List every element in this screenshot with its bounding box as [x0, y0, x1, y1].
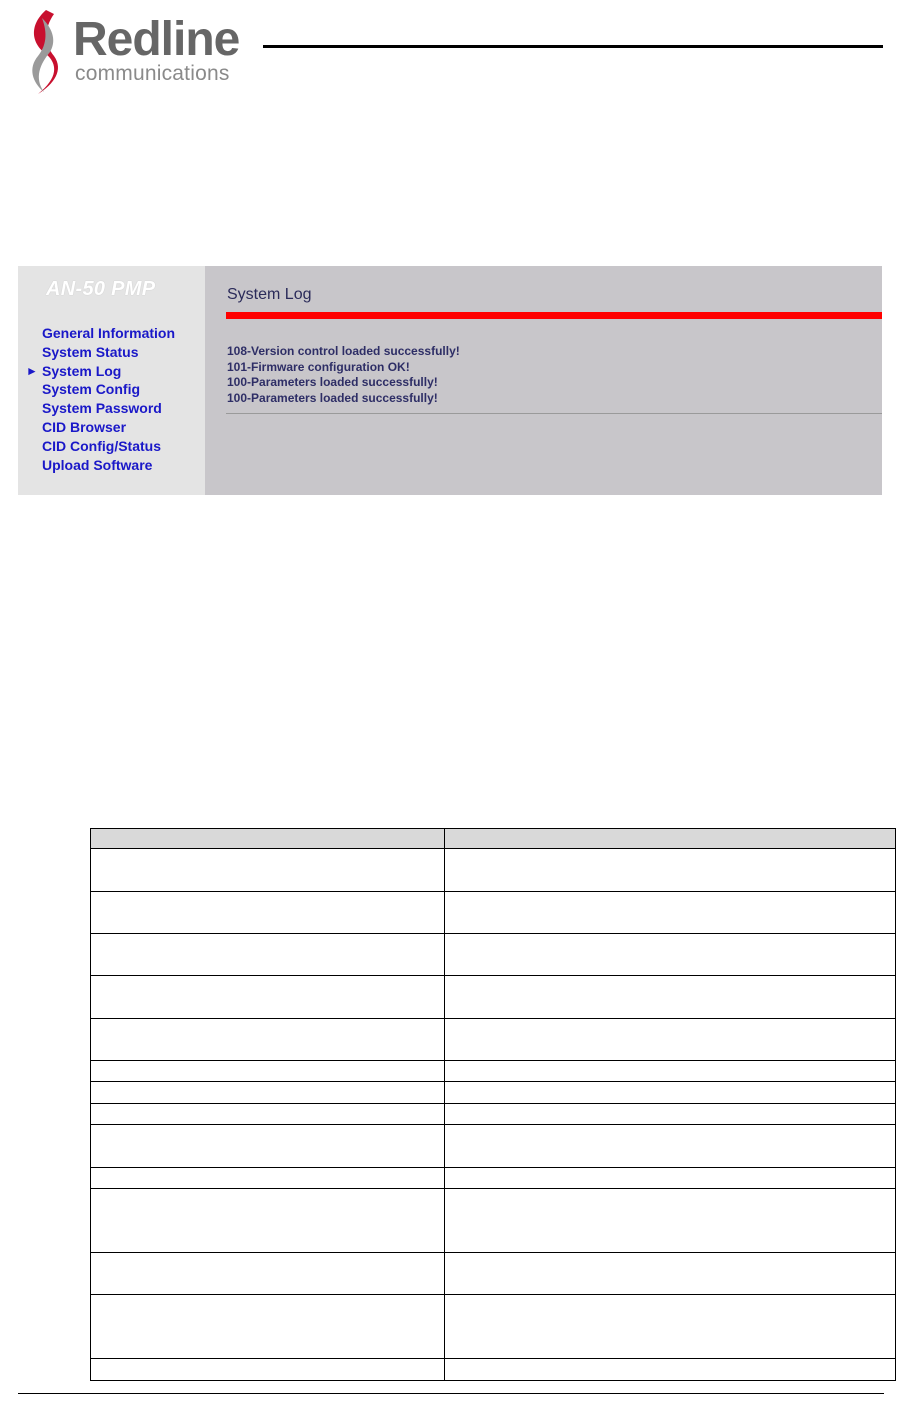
- table-cell: [445, 1168, 896, 1189]
- sidebar-item-cid-config-status[interactable]: [42, 437, 175, 456]
- table-row: [91, 976, 896, 1019]
- reference-table: [90, 828, 896, 1381]
- page-title: System Log: [227, 286, 312, 303]
- table-row: [91, 1253, 896, 1295]
- table-cell: [91, 1295, 445, 1359]
- sidebar-item-label: CID Config/Status: [42, 437, 161, 454]
- table-cell: [91, 1019, 445, 1061]
- table-cell: [91, 1125, 445, 1168]
- content-area: [205, 266, 882, 495]
- table-cell: [445, 1104, 896, 1125]
- sidebar-item-system-log[interactable]: [26, 362, 175, 381]
- brand-name: Redline: [73, 13, 240, 66]
- table-row: [91, 1125, 896, 1168]
- table-cell: [91, 1104, 445, 1125]
- table-cell: [445, 1253, 896, 1295]
- table-cell: [91, 1082, 445, 1104]
- sidebar-item-label: General Information: [42, 325, 176, 341]
- table-row: [91, 934, 896, 976]
- brand-subtitle: communications: [75, 62, 230, 85]
- table-cell: [91, 1253, 445, 1295]
- table-cell: [445, 1189, 896, 1253]
- table-cell: [91, 1189, 445, 1253]
- sidebar-item-system-password[interactable]: [42, 399, 175, 418]
- table-cell: [445, 1061, 896, 1082]
- sidebar: [18, 266, 205, 495]
- table-row: [91, 1082, 896, 1104]
- table-cell: [91, 934, 445, 976]
- sidebar-item-upload-software[interactable]: [42, 456, 175, 475]
- sidebar-item-cid-browser[interactable]: [42, 418, 175, 437]
- table-row: [91, 1359, 896, 1381]
- table-cell: [91, 1359, 445, 1381]
- table-row: [91, 1104, 896, 1125]
- active-arrow-icon: ►: [26, 363, 38, 378]
- web-ui-screenshot: [18, 266, 882, 495]
- table-row: [91, 1168, 896, 1189]
- redline-logo: [24, 8, 264, 98]
- sidebar-item-label: System Password: [42, 400, 162, 417]
- log-entry: 100-Parameters loaded successfully!: [227, 375, 438, 389]
- logo-swoosh-icon: [24, 8, 74, 98]
- table-cell: [445, 934, 896, 976]
- sidebar-item-system-config[interactable]: [42, 380, 175, 399]
- header-rule: [263, 45, 883, 48]
- table-cell: [91, 1168, 445, 1189]
- sidebar-item-label: System Status: [42, 343, 139, 360]
- sidebar-item-label: CID Browser: [42, 418, 127, 435]
- table-cell: [91, 892, 445, 934]
- table-cell: [445, 1019, 896, 1061]
- log-entry: 108-Version control loaded successfully!: [227, 344, 460, 358]
- log-entry: 101-Firmware configuration OK!: [227, 359, 410, 374]
- table-header-cell: [91, 829, 445, 849]
- sidebar-item-label: System Log: [42, 362, 122, 379]
- table-header-cell: [445, 829, 896, 849]
- table-cell: [91, 976, 445, 1019]
- sidebar-item-system-status[interactable]: [42, 343, 175, 362]
- system-log-list: [227, 344, 460, 406]
- table-cell: [445, 892, 896, 934]
- table-row: [91, 1061, 896, 1082]
- sidebar-nav: [26, 324, 176, 474]
- footer-rule: [18, 1393, 884, 1394]
- table-row: [91, 892, 896, 934]
- table-cell: [445, 1359, 896, 1381]
- sidebar-item-label: Upload Software: [42, 456, 153, 473]
- table-row: [91, 849, 896, 892]
- table-row: [91, 1189, 896, 1253]
- table-cell: [445, 1082, 896, 1104]
- table-header-row: [91, 829, 896, 849]
- table-cell: [445, 1125, 896, 1168]
- table-row: [91, 1019, 896, 1061]
- sidebar-item-label: System Config: [42, 381, 141, 398]
- table-cell: [91, 1061, 445, 1082]
- title-accent-bar: [226, 312, 882, 319]
- table-cell: [445, 1295, 896, 1359]
- content-divider: [226, 413, 882, 414]
- log-entry: 100-Parameters loaded successfully!: [227, 390, 438, 405]
- table-cell: [445, 976, 896, 1019]
- table-cell: [445, 849, 896, 892]
- table-row: [91, 1295, 896, 1359]
- table-cell: [91, 849, 445, 892]
- product-title: AN-50 PMP: [46, 278, 156, 300]
- sidebar-item-general-information[interactable]: [42, 324, 175, 343]
